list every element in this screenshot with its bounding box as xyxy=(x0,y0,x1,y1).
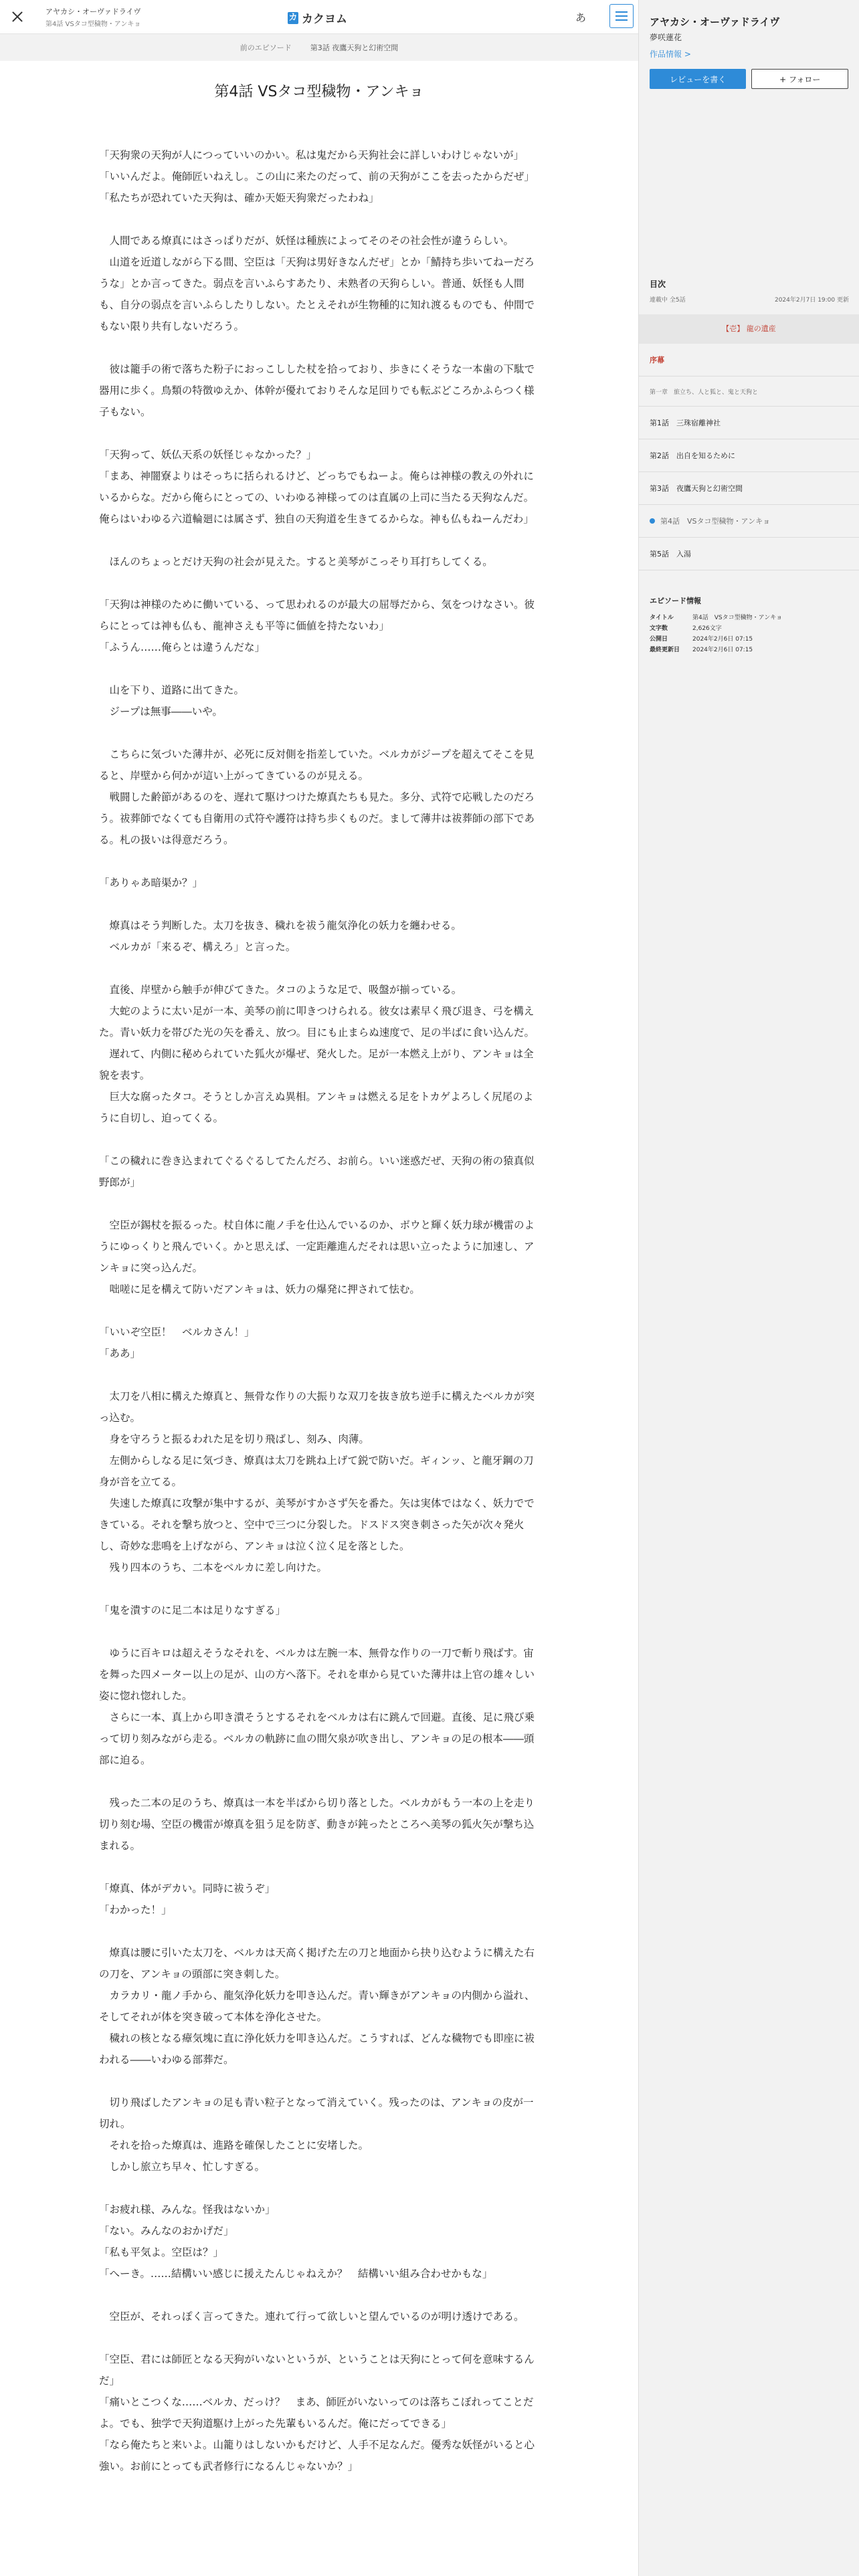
ep-info-key: 最終更新日 xyxy=(650,647,680,653)
blank-line xyxy=(99,2284,539,2306)
ep-info-key: 文字数 xyxy=(650,625,668,632)
body-paragraph: 「私も平気よ。空臣は？」 xyxy=(99,2246,224,2258)
font-settings-button[interactable]: あ xyxy=(575,11,587,24)
toc-list xyxy=(639,344,859,570)
body-paragraph: カラカリ・龍ノ手から、龍気浄化妖力を叩き込んだ。青い輝きがアンキョの内側から溢れ、そしてそれが体を突き破って本体を浄化させた。 xyxy=(99,1990,535,2023)
toc-label: 目次 xyxy=(650,280,666,289)
body-paragraph: 残った二本の足のうち、燎真は一本を半ばから切り落とした。ベルカがもう一本の上を走り切り刻む場、空臣の機雷が燎真を狙う足を防ぎ、動きが鈍ったところへ美琴の狐火矢が撃ち込まれる。 xyxy=(99,1797,535,1852)
body-paragraph: 「なら俺たちと来いよ。山籠りはしないかもだけど、人手不足なんだ。優秀な妖怪がいると心強い。お前にとっても武者修行になるんじゃないか？」 xyxy=(99,2439,535,2472)
body-paragraph: それを拾った燎真は、進路を確保したことに安堵した。 xyxy=(99,2139,369,2151)
write-review-button[interactable]: レビューを書く xyxy=(650,69,746,89)
episode-title: 第4話 VSタコ型穢物・アンキョ xyxy=(214,84,424,100)
sidebar-author[interactable]: 夢咲蓮花 xyxy=(650,33,682,42)
body-paragraph: ほんのちょっとだけ天狗の社会が見えた。すると美琴がこっそり耳打ちしてくる。 xyxy=(99,556,493,568)
ep-info-value: 第4話 VSタコ型穢物・アンキョ xyxy=(692,615,783,621)
body-paragraph: 直後、岸壁から触手が伸びてきた。タコのような足で、吸盤が揃っている。 xyxy=(99,984,462,996)
ep-info-key: 公開日 xyxy=(650,636,668,643)
blank-line xyxy=(99,851,539,872)
close-icon[interactable] xyxy=(8,7,27,26)
body-paragraph: 失速した燎真に攻撃が集中するが、美琴がすかさず矢を番た。矢は実体ではなく、妖力でできている。それを撃ち放つと、空中で三つに分裂した。ドスドス突き刺さった矢が次々発火し、奇妙な悲鳴を上げながら、アンキョは泣く泣く足を落とした。 xyxy=(99,1497,535,1552)
blank-line xyxy=(99,1621,539,1642)
body-paragraph: 「ない。みんなのおかげだ」 xyxy=(99,2225,234,2237)
body-paragraph: 「私たちが恐れていた天狗は、確か天姫天狗衆だったわね」 xyxy=(99,192,379,204)
blank-line xyxy=(99,530,539,551)
ep-info-value: 2,626文字 xyxy=(692,625,722,632)
toc-item-episode-4-current[interactable] xyxy=(639,505,859,538)
body-paragraph: 「天狗は神様のために働いている、って思われるのが最大の屈辱だから、気をつけなさい。彼らにとっては神も仏も、龍神さえも平等に価値を持たないわ」 xyxy=(99,599,535,632)
body-paragraph: 残り四本のうち、二本をベルカに差し向けた。 xyxy=(99,1562,328,1574)
body-paragraph: 空臣が錫杖を振るった。杖自体に龍ノ手を仕込んでいるのか、ボウと輝く妖力球が機雷のようにゆっくりと飛んでいく。かと思えば、一定距離進んだそれは思い立ったように加速し、アンキョに突っ込んだ。 xyxy=(99,1219,535,1274)
toc-item-episode-1[interactable]: 第1話 三珠宿離神社 xyxy=(639,407,859,439)
episode-info xyxy=(650,595,849,655)
blank-line xyxy=(99,722,539,744)
blank-line xyxy=(99,1300,539,1321)
body-paragraph: ジープは無事――いや。 xyxy=(99,706,223,718)
blank-line xyxy=(99,2070,539,2092)
body-paragraph: 「まあ、神闇寮よりはそっちに括られるけど、どっちでもねーよ。俺らは神様の教えの外れにいるからな。だから俺らにとっての、いわゆる神様ってのは直属の上司に当たる天狗なんだ。俺らはいわゆる六道輪廻には属さず、独自の天狗道を生きてるからな。神も仏もねーんだわ」 xyxy=(99,470,535,525)
blank-line xyxy=(99,2177,539,2199)
body-paragraph: 「お疲れ様、みんな。怪我はないか」 xyxy=(99,2204,276,2216)
body-paragraph: 左側からしなる足に気づき、燎真は太刀を跳ね上げて鋭で防いだ。ギィンッ、と龍牙鋼の刀身が音を立てる。 xyxy=(99,1455,534,1488)
toc-item-episode-5[interactable]: 第5話 入湯 xyxy=(639,538,859,570)
ep-info-value: 2024年2月6日 07:15 xyxy=(692,636,753,643)
body-paragraph: 身を守ろうと振るわれた足を切り飛ばし、刻み、肉薄。 xyxy=(99,1433,369,1445)
episode-info-label: エピソード情報 xyxy=(650,597,701,605)
header-episode-path: 第4話 VSタコ型穢物・アンキョ xyxy=(45,21,141,28)
body-paragraph: 「ふうん……俺らとは違うんだな」 xyxy=(99,641,266,653)
body-paragraph: こちらに気づいた薄井が、必死に反対側を指差していた。ベルカがジープを超えてそこを見ると、岸壁から何かが這い上がってきているのが見える。 xyxy=(99,748,535,782)
right-sidebar xyxy=(638,0,859,2576)
ep-info-value: 2024年2月6日 07:15 xyxy=(692,647,753,653)
prev-episode-title[interactable]: 第3話 夜鷹天狗と幻術空間 xyxy=(310,43,399,52)
body-paragraph: さらに一本、真上から叩き潰そうとするそれをベルカは右に跳んで回避。直後、足に飛び乗って切り刻みながら走る。ベルカの軌跡に血の間欠泉が吹き出し、アンキョの足の根本――頭部に迫る。 xyxy=(99,1711,535,1766)
body-paragraph: 「天狗って、妖仏天系の妖怪じゃなかった？」 xyxy=(99,449,317,461)
episode-body xyxy=(99,144,539,2477)
body-paragraph: 切り飛ばしたアンキョの足も青い粒子となって消えていく。残ったのは、アンキョの皮が一切れ。 xyxy=(99,2097,534,2130)
body-paragraph: 「燎真、体がデカい。同時に祓うぞ」 xyxy=(99,1883,276,1895)
body-paragraph: ゆうに百キロは超えそうなそれを、ベルカは左腕一本、無骨な作りの一刀で斬り飛ばす。宙を舞った四メーター以上の足が、山の方へ落下。それを車から見ていた薄井は上官の雄々しい姿に惚れ惚れした。 xyxy=(99,1647,535,1702)
follow-button[interactable]: + フォロー xyxy=(751,69,848,89)
blank-line xyxy=(99,423,539,444)
logo-mark-icon: カ xyxy=(288,12,298,23)
body-paragraph: 「この穢れに巻き込まれてぐるぐるしてたんだろ、お前ら。いい迷惑だぜ、天狗の術の猿真似野郎が」 xyxy=(99,1155,535,1188)
toc-header xyxy=(650,278,849,304)
blank-line xyxy=(99,209,539,230)
body-paragraph: 「天狗衆の天狗が人につっていいのかい。私は鬼だから天狗社会に詳しいわけじゃないが」 xyxy=(99,149,524,161)
last-updated: 2024年2月7日 19:00 更新 xyxy=(774,297,849,304)
sidebar-work-title[interactable]: アヤカシ・オーヴァドライヴ xyxy=(650,16,780,28)
toc-item-episode-3[interactable]: 第3話 夜鷹天狗と幻術空間 xyxy=(639,472,859,505)
body-paragraph: 「鬼を潰すのに足二本は足りなすぎる」 xyxy=(99,1604,286,1616)
body-paragraph: 「いいんだよ。俺師匠いねえし。この山に来たのだって、前の天狗がここを去ったからだぜ」 xyxy=(99,171,535,183)
body-paragraph: 燎真は腰に引いた太刀を、ベルカは天高く掲げた左の刀と地面から抉り込むように構えた右の刀を、アンキョの頭部に突き刺した。 xyxy=(99,1947,535,1980)
blank-line xyxy=(99,1129,539,1150)
body-paragraph: 彼は籠手の術で落ちた粉子におっこしした杖を拾っており、歩きにくそうな一本歯の下駄で器用に歩く。鳥類の特徴ゆえか、体幹が優れておりそんな足回りでも転ぶどころかふらつく様子もない。 xyxy=(99,363,535,418)
kakuyomu-logo[interactable] xyxy=(288,9,347,26)
body-paragraph: 「へーき。……結構いい感じに援えたんじゃねえか？ 結構いい組み合わせかもな」 xyxy=(99,2268,493,2280)
body-paragraph: ベルカが「来るぞ、構えろ」と言った。 xyxy=(99,941,296,953)
episode-nav xyxy=(0,34,638,61)
toc-item-prologue[interactable]: 序幕 xyxy=(639,344,859,377)
blank-line xyxy=(99,1364,539,1386)
blank-line xyxy=(99,1193,539,1214)
body-paragraph: 太刀を八相に構えた燎真と、無骨な作りの大振りな双刀を抜き放ち逆手に構えたベルカが突っ込む。 xyxy=(99,1390,535,1424)
blank-line xyxy=(99,2327,539,2349)
body-paragraph: 遅れて、内側に秘められていた狐火が爆ぜ、発火した。足が一本燃え上がり、アンキョは全貌を表す。 xyxy=(99,1048,534,1081)
body-paragraph: しかし旅立ち早々、忙しすぎる。 xyxy=(99,2161,266,2173)
header-work-title[interactable]: アヤカシ・オーヴァドライヴ xyxy=(45,7,141,16)
work-info-link[interactable]: 作品情報 > xyxy=(650,49,691,59)
toc-menu-icon[interactable] xyxy=(609,4,634,28)
body-paragraph: 「痛いとこつくな……ベルカ、だっけ？ まあ、師匠がいないってのは落ちこぼれってことだよ。でも、独学で天狗道駆け上がった先輩もいるんだ。俺にだってできる」 xyxy=(99,2396,534,2430)
body-paragraph: 穢れの核となる瘴気塊に直に浄化妖力を叩き込んだ。こうすれば、どんな穢物でも即座に祓われる――いわゆる部葬だ。 xyxy=(99,2032,535,2066)
body-paragraph: 人間である燎真にはさっぱりだが、妖怪は種族によってそのその社会性が違うらしい。 xyxy=(99,235,514,247)
serial-status: 連載中 全5話 xyxy=(650,297,686,304)
toc-section-label: 第一章 旅立ち、人と狐と、鬼と天狗と xyxy=(639,377,859,407)
prev-episode-link[interactable]: 前のエピソード xyxy=(240,43,292,52)
toc-chapter-title: 【壱】 龍の遺産 xyxy=(639,314,859,344)
toc-item-label: 第4話 VSタコ型穢物・アンキョ xyxy=(660,517,771,526)
blank-line xyxy=(99,1856,539,1878)
blank-line xyxy=(99,893,539,915)
blank-line xyxy=(99,1771,539,1792)
body-paragraph: 山を下り、道路に出てきた。 xyxy=(99,684,245,696)
body-paragraph: 巨大な腐ったタコ。そうとしか言えぬ異相。アンキョは燃える足をトカゲよろしく尻尾のように自切し、迫ってくる。 xyxy=(99,1091,534,1124)
body-paragraph: 咄嗟に足を構えて防いだアンキョは、妖力の爆発に押されて怯む。 xyxy=(99,1283,420,1295)
body-paragraph: 「空臣、君には師匠となる天狗がいないというが、ということは天狗にとって何を意味するんだ」 xyxy=(99,2353,535,2387)
blank-line xyxy=(99,337,539,358)
logo-text: カクヨム xyxy=(302,13,347,26)
body-paragraph: 燎真はそう判断した。太刀を抜き、穢れを祓う龍気浄化の妖力を纏わせる。 xyxy=(99,920,462,932)
blank-line xyxy=(99,658,539,679)
blank-line xyxy=(99,1578,539,1600)
body-paragraph: 「いいぞ空臣！ ベルカさん！」 xyxy=(99,1326,255,1338)
body-paragraph: 山道を近道しながら下る間、空臣は「天狗は男好きなんだぜ」とか「鯖持ち歩いてねーだろうな」とか言ってきた。弱点を言いふらすあたり、未熟者の天狗らしい。普通、妖怪も人間も、自分の弱点を言いふらしたりしない。たとえそれが生物種的に知れ渡るものでも、仲間でもない限り共有しないだろう。 xyxy=(99,256,535,332)
blank-line xyxy=(99,1921,539,1942)
body-paragraph: 大蛇のように太い足が一本、美琴の前に叩きつけられる。彼女は素早く飛び退き、弓を構えた。青い妖力を帯びた光の矢を番え、放つ。目にも止まらぬ速度で、足の半ばに食い込んだ。 xyxy=(99,1005,535,1039)
toc-item-episode-2[interactable]: 第2話 出自を知るために xyxy=(639,439,859,472)
body-paragraph: 「わかった！」 xyxy=(99,1904,172,1916)
ep-info-key: タイトル xyxy=(650,615,674,621)
body-paragraph: 空臣が、それっぽく言ってきた。連れて行って欲しいと望んでいるのが明け透けである。 xyxy=(99,2311,524,2323)
body-paragraph: 戦闘した齢節があるのを、遅れて駆けつけた燎真たちも見た。多分、式符で応戦したのだろう。祓葬師でなくても自衛用の式符や護符は持ち歩くものだ。まして薄井は祓葬師の部下である。札の扱いは得意だろう。 xyxy=(99,791,535,846)
current-episode-dot-icon xyxy=(650,518,655,524)
body-paragraph: 「ありゃあ暗渠か？」 xyxy=(99,877,203,889)
blank-line xyxy=(99,958,539,979)
top-header xyxy=(0,0,638,34)
blank-line xyxy=(99,572,539,594)
body-paragraph: 「ああ」 xyxy=(99,1348,141,1360)
